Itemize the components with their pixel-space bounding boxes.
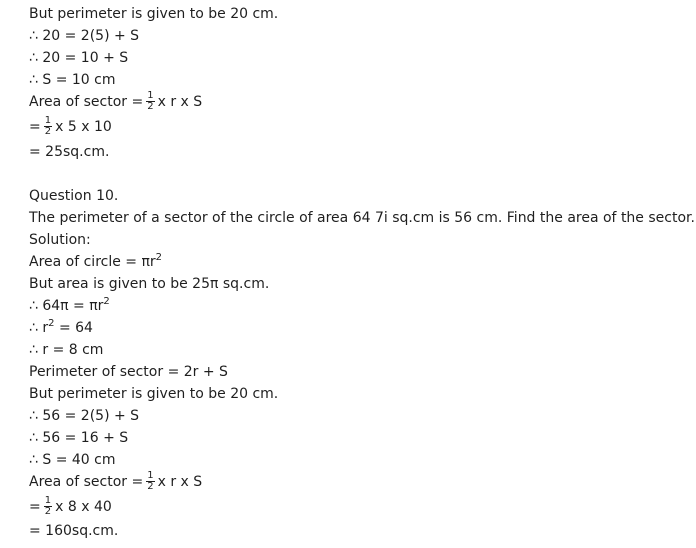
line-equation-2: ∴ 20 = 10 + S (29, 50, 129, 66)
area-formula-rest: x r x S (157, 94, 203, 110)
line-perimeter-given-2: But perimeter is given to be 20 cm. (29, 386, 279, 402)
exponent: 2 (48, 318, 55, 329)
equation-4-rest: = 64 (54, 320, 93, 336)
fraction-denominator: 2 (44, 505, 52, 517)
solution-label: Solution: (29, 232, 91, 248)
half-fraction (44, 496, 52, 517)
line-equation-1: ∴ 20 = 2(5) + S (29, 28, 140, 44)
line-area-result: = 25sq.cm. (29, 144, 110, 160)
line-area-given: But area is given to be 25π sq.cm. (29, 276, 270, 292)
circle-area-text: Area of circle = πr (29, 254, 156, 270)
fraction-numerator: 1 (147, 469, 154, 481)
equation-3-text: ∴ 64π = πr (29, 298, 104, 314)
equation-4-text: ∴ r (29, 320, 49, 336)
area-substitution-rest: x 8 x 40 (55, 499, 112, 515)
area-formula-rest: x r x S (157, 474, 203, 490)
exponent: 2 (155, 252, 163, 263)
line-equation-5: ∴ 56 = 2(5) + S (29, 408, 140, 424)
equals-sign: = (29, 499, 41, 515)
half-fraction (146, 91, 154, 112)
area-formula-label: Area of sector = (29, 474, 144, 490)
line-area-formula (29, 91, 202, 113)
fraction-numerator: 1 (44, 494, 52, 506)
line-area-substitution (29, 116, 112, 138)
equals-sign: = (29, 119, 41, 135)
line-area-substitution-2 (29, 496, 112, 518)
line-s-value-2: ∴ S = 40 cm (29, 452, 116, 468)
line-equation-4 (29, 317, 93, 339)
half-fraction (146, 471, 154, 492)
fraction-numerator: 1 (147, 89, 154, 101)
line-area-formula-2 (29, 471, 202, 493)
line-sector-perimeter: Perimeter of sector = 2r + S (29, 364, 228, 380)
line-area-result-2: = 160sq.cm. (29, 523, 119, 539)
line-perimeter-given: But perimeter is given to be 20 cm. (29, 6, 279, 22)
line-equation-6: ∴ 56 = 16 + S (29, 430, 129, 446)
fraction-denominator: 2 (147, 100, 154, 112)
line-circle-area (29, 251, 162, 273)
fraction-denominator: 2 (44, 125, 52, 137)
fraction-numerator: 1 (44, 114, 52, 126)
question-title: Question 10. (29, 188, 119, 204)
half-fraction (44, 116, 52, 137)
line-equation-3 (29, 295, 110, 317)
area-substitution-rest: x 5 x 10 (55, 119, 112, 135)
line-s-value: ∴ S = 10 cm (29, 72, 116, 88)
line-r-value: ∴ r = 8 cm (29, 342, 104, 358)
area-formula-label: Area of sector = (29, 94, 144, 110)
question-text: The perimeter of a sector of the circle of area 64 7i sq.cm is 56 cm. Find the area of the sector. (29, 210, 695, 226)
exponent: 2 (103, 296, 110, 307)
fraction-denominator: 2 (147, 480, 154, 492)
